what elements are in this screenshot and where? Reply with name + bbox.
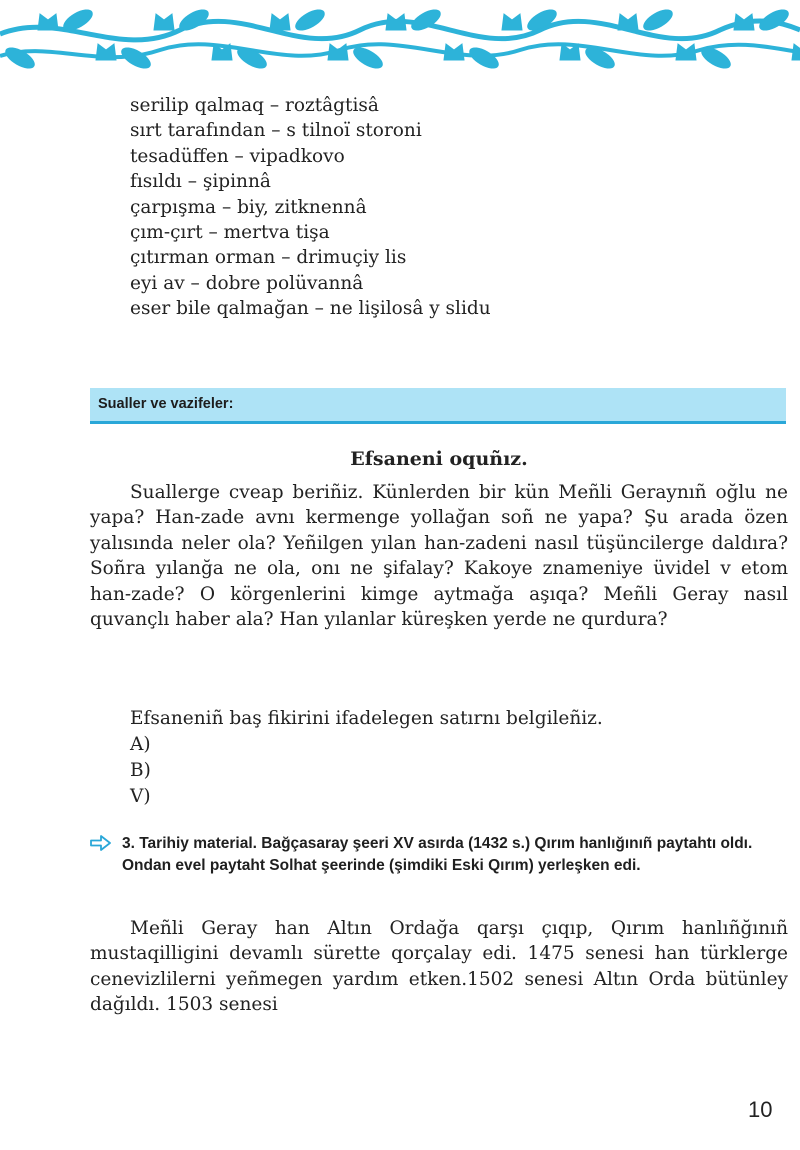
ornament-tulip <box>154 14 174 30</box>
ornament-leaf <box>235 44 270 72</box>
section-heading-band <box>90 388 786 424</box>
section-heading: Sualler ve vazifeler: <box>98 396 234 412</box>
ornament-tulip <box>676 44 696 60</box>
ornament-tulip <box>792 44 800 60</box>
ornament-leaf <box>641 6 676 34</box>
vocab-item: eyi av – dobre polüvannâ <box>130 272 364 294</box>
vocabulary-list <box>130 93 491 322</box>
instruction-text: Efsaneniñ baş fikirini ifadelegen satırnı belgileñiz. <box>130 708 603 729</box>
ornament-tulip <box>96 44 116 60</box>
ornament-tulip <box>38 14 58 30</box>
answer-option-a: A) <box>130 734 151 755</box>
ornament-leaf <box>3 44 38 72</box>
vocab-item: çarpışma – biy, zitknennâ <box>130 196 367 218</box>
task-title: Efsaneni oquñız. <box>350 448 528 470</box>
questions-text: Suallerge cveap beriñiz. Künlerden bir kün Meñli Geraynıñ oğlu ne yapa? Han-zade avnı kermenge yollağan soñ ne yapa? Şu arada özen yalısında neler ola? Yeñilgen yılan han-zadeni nasıl tüşüncilerge daldıra? Soñra yılanğa ne ola, onı ne şifalay? Kakoye znameniye üvidel v etom han-zade? O körgenlerini kimge aytmağa aşıqa? Meñli Geray nasıl quvançlı haber ala? Han yılanlar küreşken yerde ne qurdura? <box>90 482 788 631</box>
vocab-item: sırt tarafından – s tilnoï storoni <box>130 120 422 142</box>
historical-note <box>90 833 770 876</box>
ornament-tulip <box>386 14 406 30</box>
arrow-right-icon <box>90 835 112 851</box>
ornament-tulip <box>328 44 348 60</box>
history-text: Meñli Geray han Altın Ordağa qarşı çıqıp, Qırım hanlıñğınıñ mustaqilligini devamlı sürette qorçalay edi. 1475 senesi han türklerge cenevizlilerni yeñmegen yardım etken.1502 senesi Altın Orda bütünley dağıldı. 1503 senesi <box>90 918 788 1016</box>
ornament-tulip <box>618 14 638 30</box>
history-paragraph <box>90 916 788 1018</box>
ornament-tulip <box>444 44 464 60</box>
vocab-item: fısıldı – şipinnâ <box>130 171 271 193</box>
historical-note-text: 3. Tarihiy material. Bağçasaray şeeri XV asırda (1432 s.) Qırım hanlığınıñ paytahtı oldı. Ondan evel paytaht Solhat şeerinde (şimdiki Eski Qırım) yerleşken edi. <box>122 835 753 874</box>
ornament-tulip <box>734 14 754 30</box>
ornament-tulip <box>502 14 522 30</box>
answer-option-v: V) <box>130 786 151 807</box>
ornament-leaf <box>467 44 502 72</box>
ornament-leaf <box>351 44 386 72</box>
vocab-item: çıtırman orman – drimuçiy lis <box>130 247 407 269</box>
ornament-tulip <box>270 14 290 30</box>
answer-option-b: B) <box>130 760 151 781</box>
page-number: 10 <box>748 1097 773 1122</box>
vocab-item: çım-çırt – mertva tişa <box>130 222 330 244</box>
vocab-item: serilip qalmaq – roztâgtisâ <box>130 95 379 116</box>
ornament-leaf <box>293 6 328 34</box>
vocab-item: tesadüffen – vipadkovo <box>130 145 345 167</box>
vocab-item: eser bile qalmağan – ne lişilosâ y slidu <box>130 298 491 320</box>
questions-paragraph <box>90 480 788 632</box>
decorative-border <box>0 0 800 78</box>
